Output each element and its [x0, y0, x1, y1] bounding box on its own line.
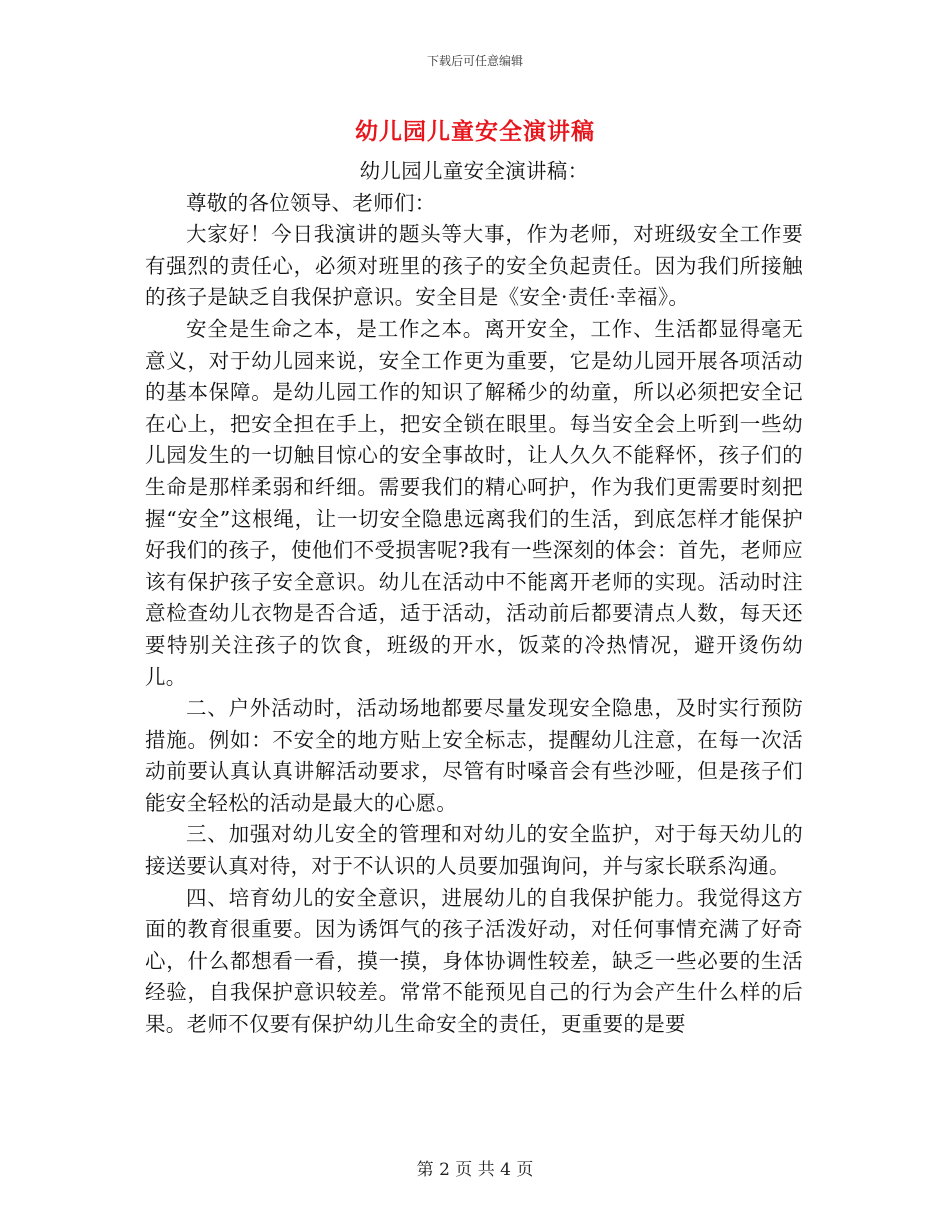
greeting-paragraph: 尊敬的各位领导、老师们：	[186, 190, 436, 215]
body-paragraph: 二、户外活动时，活动场地都要尽量发现安全隐患，及时实行预防措施。例如：不安全的地方贴上安全标志，提醒幼儿注意，在每一次活动前要认真认真讲解活动要求，尽管有时嗓音会有些沙哑，但是孩子们能安全轻松的活动是最大的心愿。	[145, 696, 803, 815]
body-paragraph: 三、加强对幼儿安全的管理和对幼儿的安全监护，对于每天幼儿的接送要认真对待，对于不认识的人员要加强询问，并与家长联系沟通。	[145, 822, 803, 879]
body-paragraph: 四、培育幼儿的安全意识，进展幼儿的自我保护能力。我觉得这方面的教育很重要。因为诱饵气的孩子活泼好动，对任何事情充满了好奇心，什么都想看一看，摸一摸，身体协调性较差，缺乏一些必要的生活经验，自我保护意识较差。常常不能预见自己的行为会产生什么样的后果。老师不仅要有保护幼儿生命安全的责任，更重要的是要	[145, 885, 803, 1037]
page-number-footer: 第 2 页 共 4 页	[416, 1160, 534, 1180]
document-subtitle: 幼儿园儿童安全演讲稿：	[359, 159, 589, 183]
document-body	[145, 156, 803, 1041]
document-title: 幼儿园儿童安全演讲稿	[355, 119, 595, 145]
body-paragraph: 大家好！今日我演讲的题头等大事，作为老师，对班级安全工作要有强烈的责任心，必须对班里的孩子的安全负起责任。因为我们所接触的孩子是缺乏自我保护意识。安全目是《安全·责任·幸福》。	[145, 222, 803, 310]
page-header-note: 下载后可任意编辑	[426, 54, 523, 68]
body-paragraph: 安全是生命之本，是工作之本。离开安全，工作、生活都显得毫无意义，对于幼儿园来说，安全工作更为重要，它是幼儿园开展各项活动的基本保障。是幼儿园工作的知识了解稀少的幼童，所以必须把安全记在心上，把安全担在手上，把安全锁在眼里。每当安全会上听到一些幼儿园发生的一切触目惊心的安全事故时，让人久久不能释怀，孩子们的生命是那样柔弱和纤细。需要我们的精心呵护，作为我们更需要时刻把握“安全”这根绳，让一切安全隐患远离我们的生活，到底怎样才能保护好我们的孩子，使他们不受损害呢?我有一些深刻的体会：首先，老师应该有保护孩子安全意识。幼儿在活动中不能离开老师的实现。活动时注意检查幼儿衣物是否合适，适于活动，活动前后都要清点人数，每天还要特别关注孩子的饮食，班级的开水，饭菜的冷热情况，避开烫伤幼儿。	[145, 316, 803, 689]
